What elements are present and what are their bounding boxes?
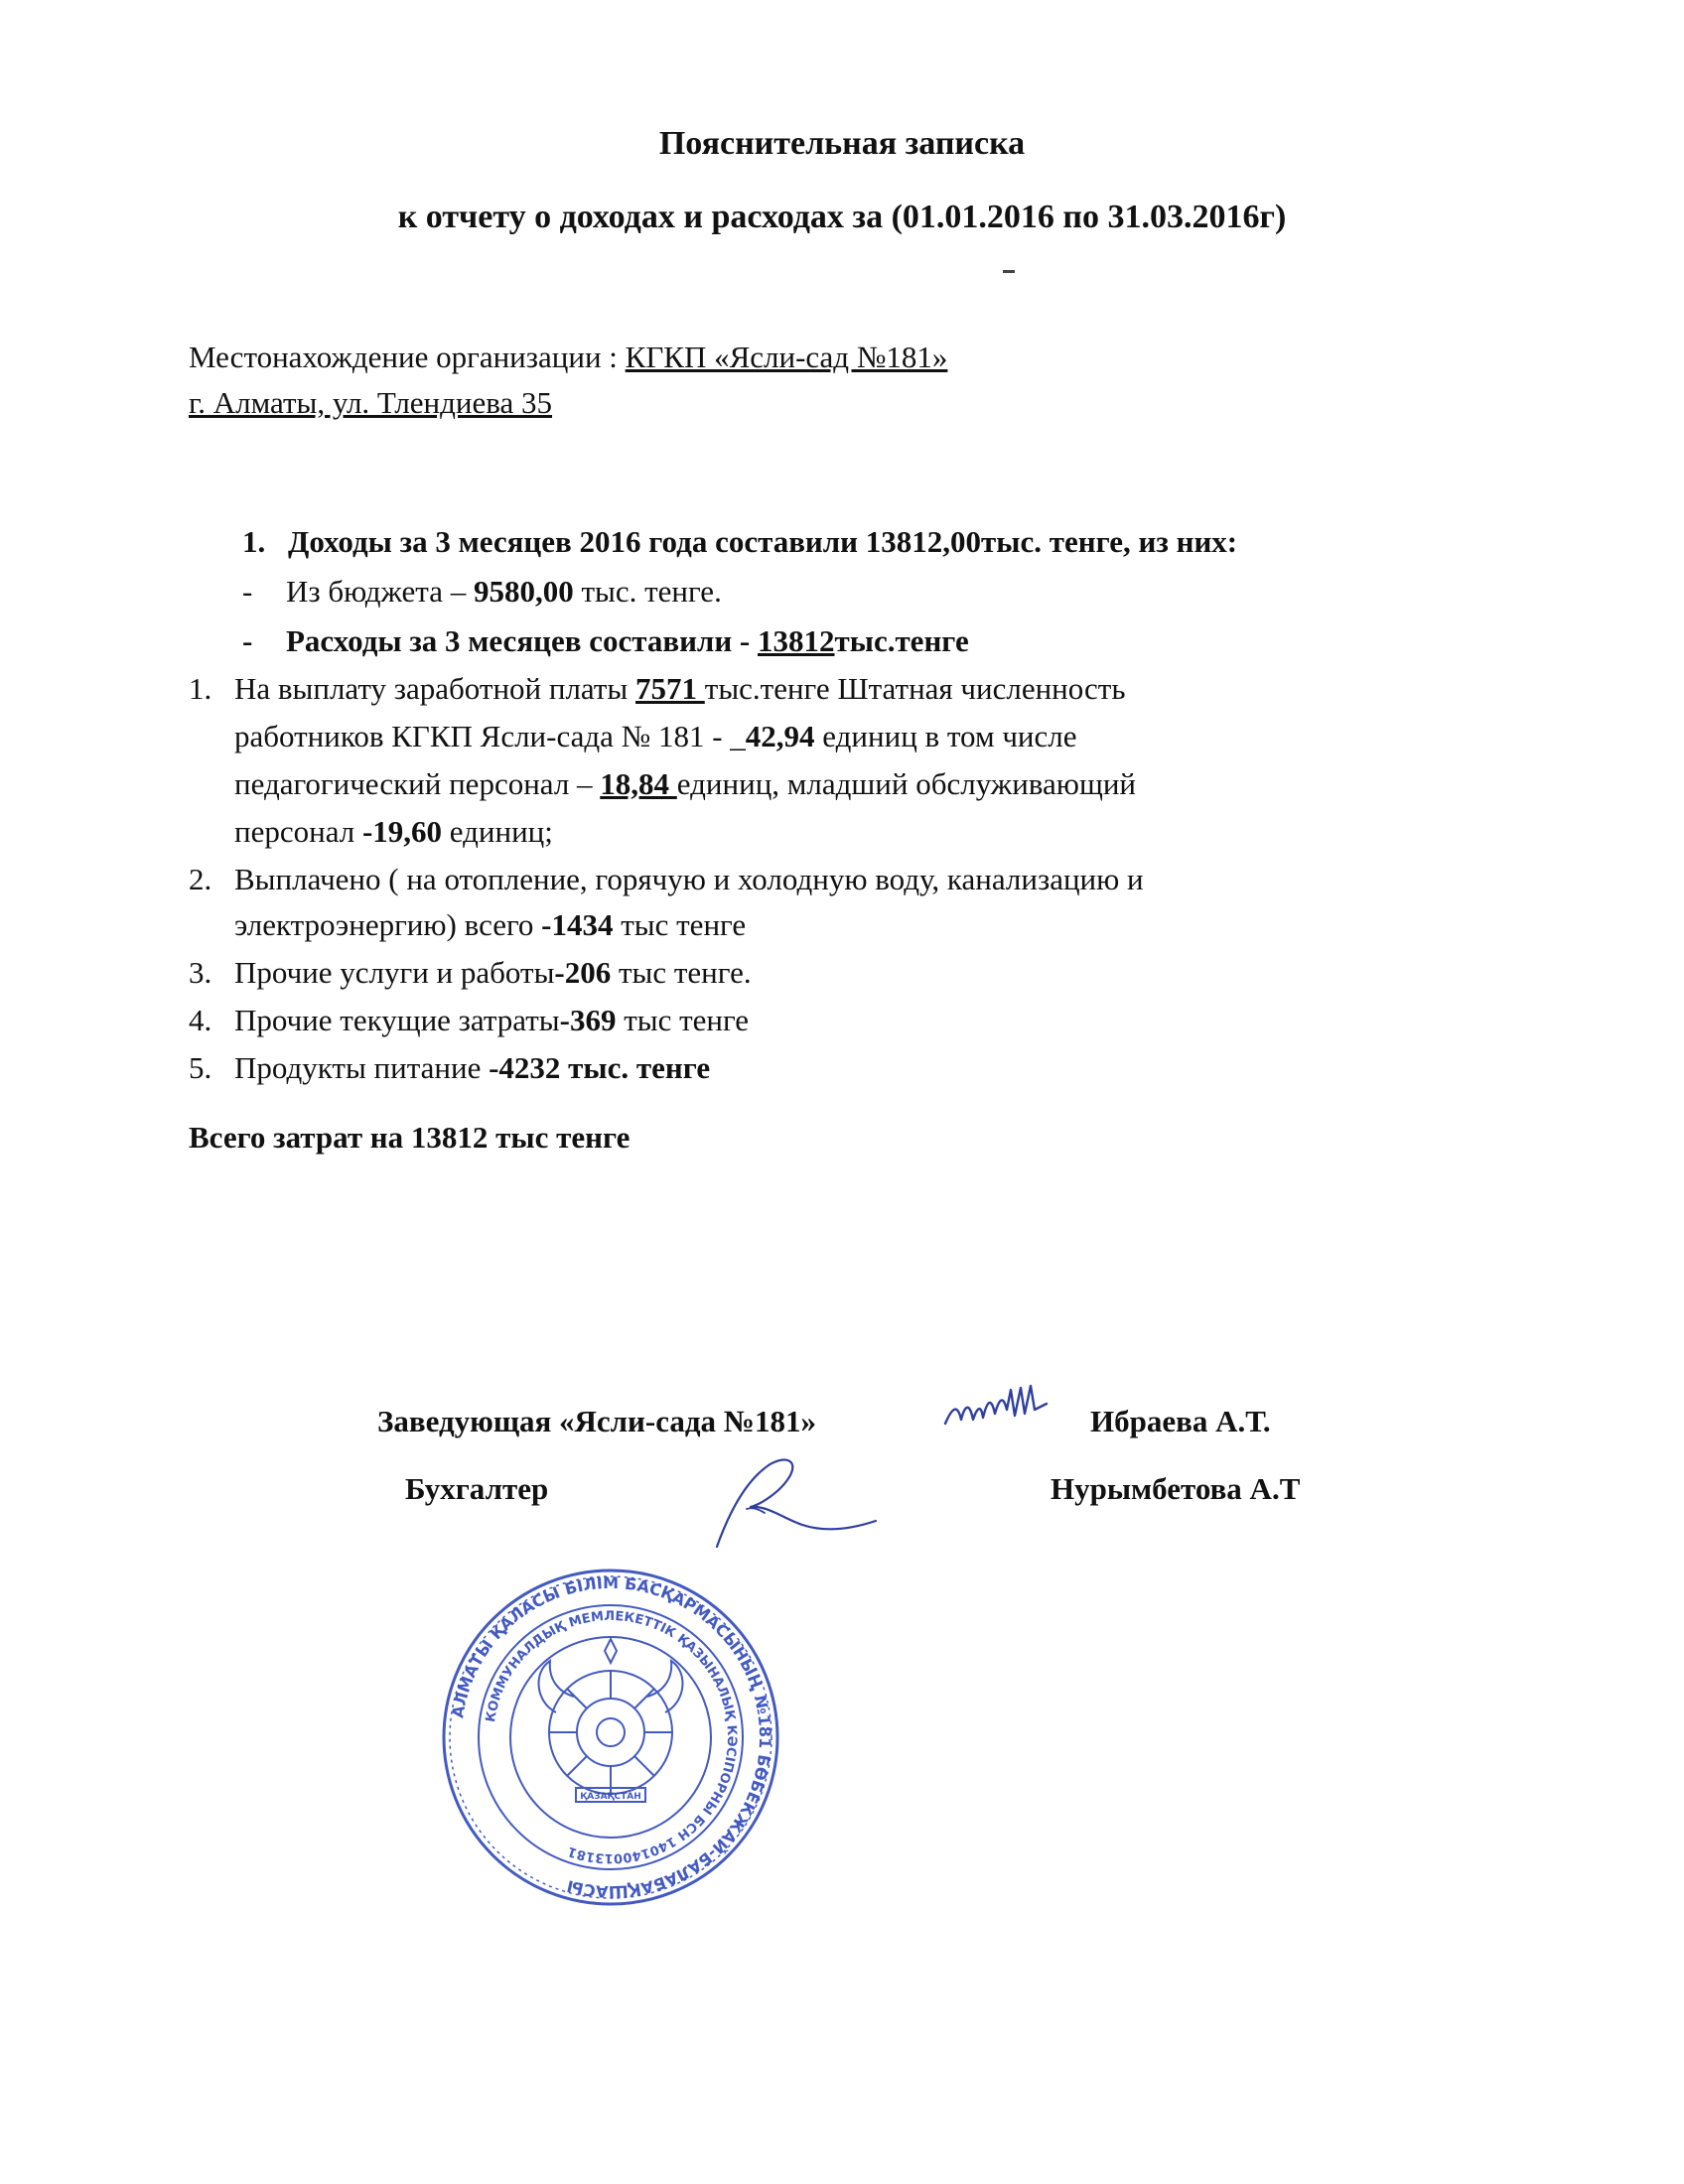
budget-value: 9580,00 [473,574,574,609]
utilities-suffix: тыс тенге [613,907,747,942]
item-1-text: На выплату заработной платы [234,671,636,706]
expenses-prefix: Расходы за 3 месяцев составили - [286,623,759,658]
item-3-text: Прочие услуги и работы [234,955,555,990]
teachers-value: 18,84 [600,766,677,801]
budget-prefix: Из бюджета – [286,574,474,609]
junior-suffix: единиц; [442,814,553,849]
scan-speck [1003,270,1015,273]
item-1-line-1 [189,671,1126,707]
stamp-inner-text: КОММУНАЛДЫҚ МЕМЛЕКЕТТІК ҚАЗЫНАЛЫҚ КӘСІПОРНЫ БСН 140140013181 [483,1608,740,1866]
junior-value: -19,60 [361,814,443,849]
accountant-role: Бухгалтер [405,1471,549,1506]
total-line: Всего затрат на 13812 тыс тенге [189,1120,631,1155]
item-2-text: Выплачено ( на отопление, горячую и холодную воду, канализацию и [234,862,1144,896]
item-3-number: 3. [189,955,212,990]
item-1-text-b: тыс.тенге Штатная численность [704,671,1126,706]
item-5 [189,1050,710,1086]
head-name: Ибраева А.Т. [1090,1404,1271,1438]
organization-address: г. Алматы, ул. Тлендиева 35 [189,385,552,420]
income-heading-text: Доходы за 3 месяцев 2016 года составили 13812,00тыс. тенге, из них: [288,524,1238,559]
document-title: Пояснительная записка [658,125,1026,162]
item-4-number: 4. [189,1003,212,1037]
services-value: -206 [554,955,612,990]
item-3 [189,955,752,991]
expenses-suffix: тыс.тенге [834,623,969,658]
head-signature [941,1380,1051,1439]
item-5-text: Продукты питание [234,1050,490,1085]
organization-name: КГКП «Ясли-сад №181» [625,340,948,374]
stamp-center-text: ҚАЗАҚСТАН [580,1792,641,1802]
staff-text: работников КГКП Ясли-сада № 181 - _ [234,719,746,753]
teachers-text: педагогический персонал – [234,766,601,801]
utilities-value: -1434 [541,907,614,942]
accountant-signature [707,1449,886,1559]
item-5-number: 5. [189,1050,212,1085]
junior-text: персонал [234,814,362,849]
staff-value: 42,94 [745,719,815,753]
item-2-number: 2. [189,862,212,896]
kazakhstan-emblem-icon [539,1639,683,1802]
item-4-suffix: тыс тенге [616,1003,750,1037]
current-costs-value: -369 [559,1003,617,1037]
item-4 [189,1003,749,1038]
teachers-suffix: единиц, младший обслуживающий [676,766,1136,801]
budget-line: - Из бюджета – 9580,00 тыс. тенге. [242,574,722,609]
item-1-line-3 [234,766,1136,802]
document-subtitle: к отчету о доходах и расходах за (01.01.2016 по 31.03.2016г) [397,199,1287,235]
item-2-line-2 [234,907,746,943]
location-line [189,340,947,375]
accountant-name: Нурымбетова А.Т [1051,1471,1301,1506]
head-role: Заведующая «Ясли-сада №181» [377,1404,816,1438]
staff-suffix: единиц в том числе [814,719,1077,753]
income-heading [242,524,1237,560]
expenses-line: - Расходы за 3 месяцев составили - 13812тыс.тенге [242,623,969,658]
item-2-line-1 [189,862,1144,897]
location-label: Местонахождение организации : [189,340,618,374]
item-1-line-4 [234,814,553,850]
budget-suffix: тыс. тенге. [573,574,722,609]
item-3-suffix: тыс тенге. [611,955,752,990]
organization-stamp [437,1564,784,1911]
expenses-value: 13812 [758,623,835,658]
item-1-number: 1. [189,671,212,706]
food-value: -4232 тыс. тенге [489,1050,711,1085]
stamp-outer-text: АЛМАТЫ ҚАЛАСЫ БІЛІМ БАСҚАРМАСЫНЫҢ №181 БӨБЕКЖАЙ-БАЛАБАҚШАСЫ [448,1572,775,1902]
utilities-text: электроэнергию) всего [234,907,542,942]
income-number: 1. [242,524,266,559]
item-4-text: Прочие текущие затраты [234,1003,560,1037]
salary-value: 7571 [635,671,705,706]
item-1-line-2 [234,719,1077,754]
